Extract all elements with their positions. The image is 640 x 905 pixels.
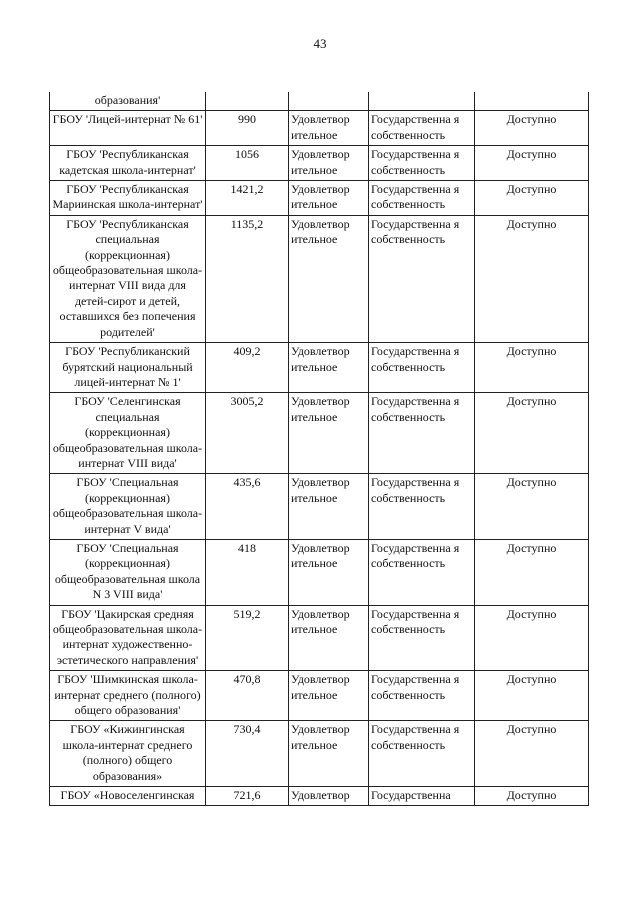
cell-access: Доступно (475, 181, 589, 216)
cell-area: 1056 (206, 146, 289, 181)
cell-area: 409,2 (206, 343, 289, 393)
table-row (50, 111, 589, 146)
cell-ownership: Государственна я собственность (369, 605, 475, 671)
cell-area: 519,2 (206, 605, 289, 671)
cell-area: 721,6 (206, 787, 289, 806)
cell-access: Доступно (475, 146, 589, 181)
cell-name: ГБОУ 'Шимкинская школа-интернат среднего (полного) общего образования' (50, 671, 206, 721)
institutions-table-body (50, 92, 589, 806)
cell-area: 1421,2 (206, 181, 289, 216)
cell-ownership: Государственна я собственность (369, 671, 475, 721)
cell-ownership: Государственна я собственность (369, 539, 475, 605)
table-row (50, 343, 589, 393)
cell-area: 3005,2 (206, 393, 289, 474)
cell-state: Удовлетвор (289, 787, 369, 806)
cell-ownership: Государственна я собственность (369, 215, 475, 342)
cell-ownership: Государственна я собственность (369, 393, 475, 474)
cell-state: Удовлетвор ительное (289, 539, 369, 605)
cell-access: Доступно (475, 605, 589, 671)
cell-state: Удовлетвор ительное (289, 181, 369, 216)
cell-access: Доступно (475, 787, 589, 806)
cell-state: Удовлетвор ительное (289, 671, 369, 721)
cell-access (475, 92, 589, 111)
cell-access: Доступно (475, 393, 589, 474)
cell-ownership (369, 92, 475, 111)
table-row (50, 539, 589, 605)
table-row (50, 787, 589, 806)
cell-area: 418 (206, 539, 289, 605)
cell-state: Удовлетвор ительное (289, 721, 369, 787)
cell-area: 730,4 (206, 721, 289, 787)
cell-ownership: Государственна (369, 787, 475, 806)
cell-ownership: Государственна я собственность (369, 343, 475, 393)
cell-access: Доступно (475, 215, 589, 342)
cell-area: 435,6 (206, 474, 289, 540)
cell-ownership: Государственна я собственность (369, 146, 475, 181)
table-row (50, 721, 589, 787)
cell-area: 990 (206, 111, 289, 146)
cell-access: Доступно (475, 111, 589, 146)
cell-access: Доступно (475, 671, 589, 721)
table-row (50, 474, 589, 540)
table-row (50, 671, 589, 721)
cell-name: ГБОУ «Кижингинская школа-интернат среднего (полного) общего образования» (50, 721, 206, 787)
cell-name: ГБОУ 'Цакирская средняя общеобразовательная школа-интернат художественно-эстетического направления' (50, 605, 206, 671)
cell-ownership: Государственна я собственность (369, 181, 475, 216)
cell-name: ГБОУ 'Республиканская кадетская школа-интернат' (50, 146, 206, 181)
cell-state: Удовлетвор ительное (289, 146, 369, 181)
cell-state: Удовлетвор ительное (289, 111, 369, 146)
cell-name: ГБОУ «Новоселенгинская (50, 787, 206, 806)
cell-ownership: Государственна я собственность (369, 474, 475, 540)
cell-state (289, 92, 369, 111)
cell-name: образования' (50, 92, 206, 111)
cell-state: Удовлетвор ительное (289, 215, 369, 342)
cell-ownership: Государственна я собственность (369, 111, 475, 146)
cell-state: Удовлетвор ительное (289, 605, 369, 671)
table-row (50, 181, 589, 216)
table-row (50, 215, 589, 342)
cell-state: Удовлетвор ительное (289, 474, 369, 540)
cell-area: 1135,2 (206, 215, 289, 342)
page-number: 43 (313, 36, 327, 51)
cell-access: Доступно (475, 343, 589, 393)
cell-name: ГБОУ 'Республиканский бурятский национальный лицей-интернат № 1' (50, 343, 206, 393)
cell-access: Доступно (475, 721, 589, 787)
cell-access: Доступно (475, 539, 589, 605)
cell-name: ГБОУ 'Республиканская Мариинская школа-интернат' (50, 181, 206, 216)
table-row (50, 605, 589, 671)
cell-state: Удовлетвор ительное (289, 393, 369, 474)
cell-name: ГБОУ 'Республиканская специальная (коррекционная) общеобразовательная школа-интернат VIII вида для детей-сирот и детей, оставшихся без попечения родителей' (50, 215, 206, 342)
cell-ownership: Государственна я собственность (369, 721, 475, 787)
cell-name: ГБОУ 'Селенгинская специальная (коррекционная) общеобразовательная школа-интернат VIII вида' (50, 393, 206, 474)
table-row (50, 393, 589, 474)
institutions-table (49, 92, 589, 806)
cell-area: 470,8 (206, 671, 289, 721)
cell-area (206, 92, 289, 111)
cell-name: ГБОУ 'Специальная (коррекционная) общеобразовательная школа-интернат V вида' (50, 474, 206, 540)
table-row (50, 146, 589, 181)
cell-access: Доступно (475, 474, 589, 540)
cell-state: Удовлетвор ительное (289, 343, 369, 393)
table-row (50, 92, 589, 111)
cell-name: ГБОУ 'Лицей-интернат № 61' (50, 111, 206, 146)
cell-name: ГБОУ 'Специальная (коррекционная) общеобразовательная школа N 3 VIII вида' (50, 539, 206, 605)
